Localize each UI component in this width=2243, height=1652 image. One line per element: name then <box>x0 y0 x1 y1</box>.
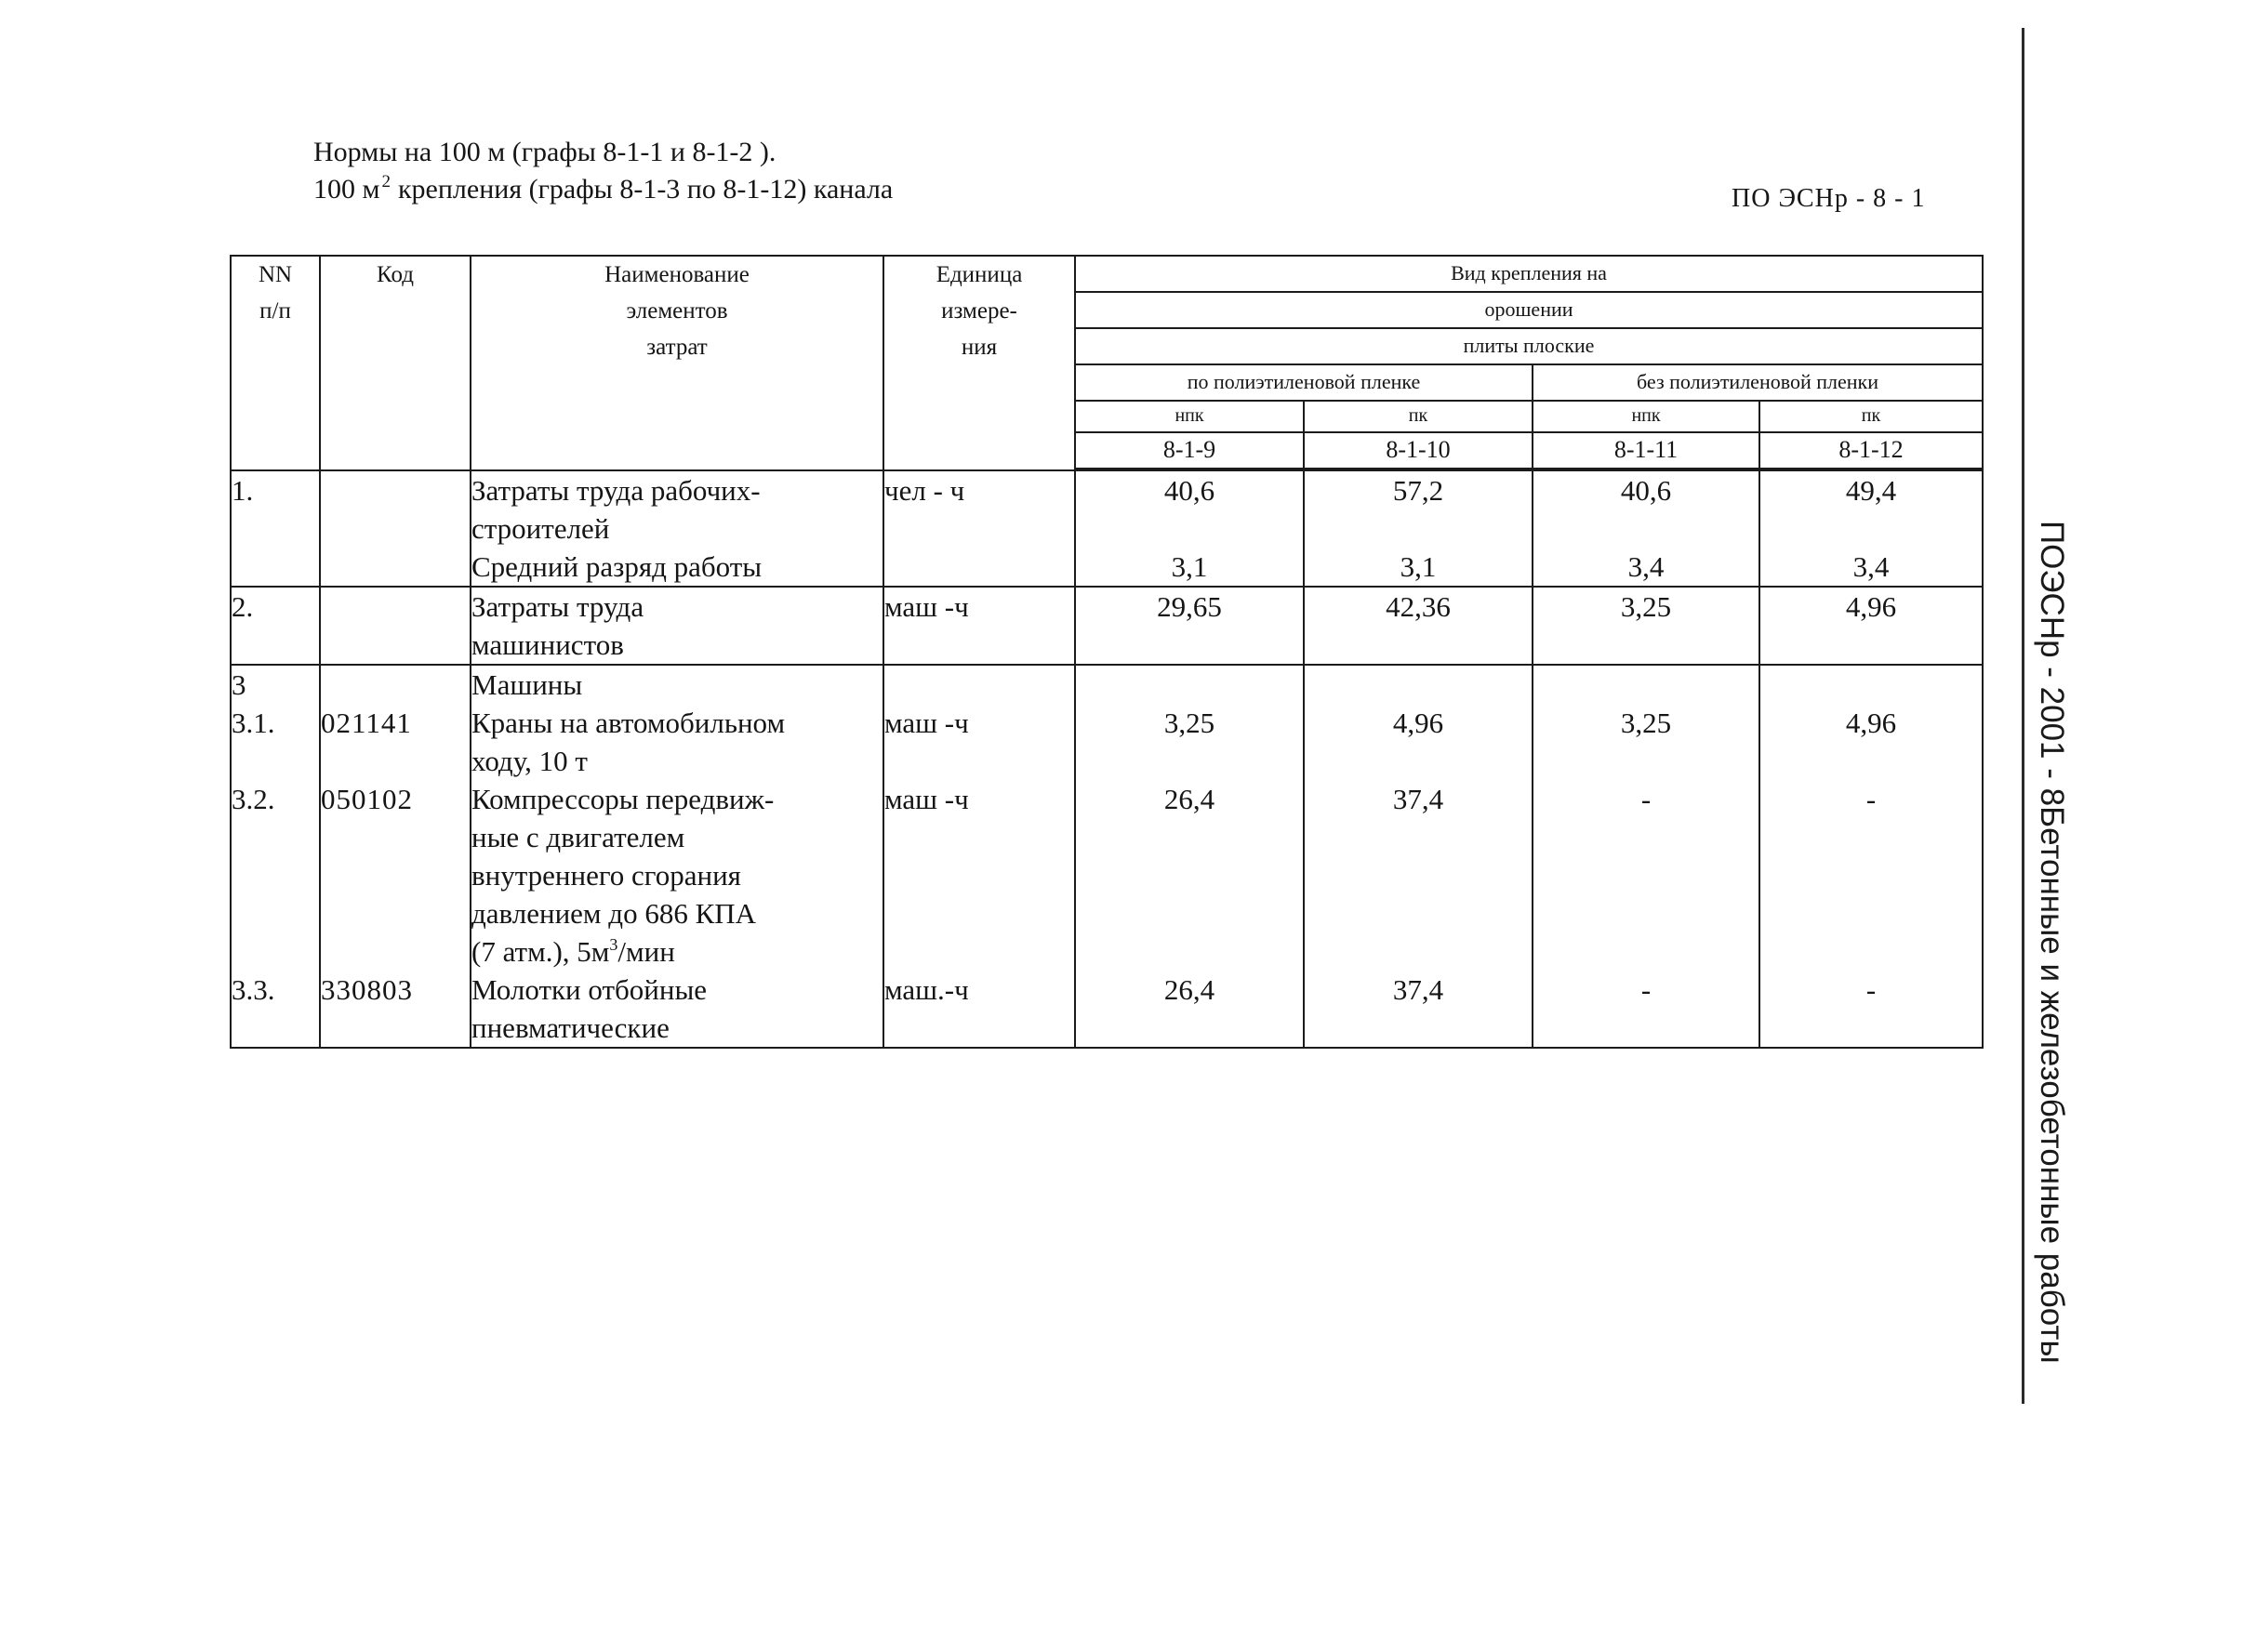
row-value: 40,6 3,4 <box>1533 470 1759 587</box>
header-column-code: 8-1-11 <box>1533 432 1759 469</box>
table-row <box>231 470 1983 587</box>
row-unit: маш -ч маш -ч маш.-ч <box>883 665 1075 1048</box>
side-doc-code: ПОЭСНр - 2001 - 8 <box>2034 521 2070 807</box>
header-column-code: 8-1-10 <box>1304 432 1533 469</box>
row-value: 3,25 - - <box>1533 665 1759 1048</box>
header-group-2: орошении <box>1075 292 1983 328</box>
row-unit: чел - ч <box>883 470 1075 587</box>
header-column-code: 8-1-9 <box>1075 432 1304 469</box>
header-column-code: 8-1-12 <box>1759 432 1983 469</box>
row-code <box>320 587 471 665</box>
header-name: Наименование элементов затрат <box>471 256 883 470</box>
row-value: 57,2 3,1 <box>1304 470 1533 587</box>
row-unit: маш -ч <box>883 587 1075 665</box>
line2-prefix: 100 м <box>313 174 380 205</box>
row-number: 3 3.1. 3.2. 3.3. <box>231 665 320 1048</box>
header-nn: NN п/п <box>231 256 320 470</box>
side-rule <box>2022 28 2024 1404</box>
header-row-1 <box>231 256 1983 292</box>
table-code: ПО ЭСНр - 8 - 1 <box>1732 184 1926 213</box>
row-value: 42,36 <box>1304 587 1533 665</box>
row-value: 3,25 26,4 26,4 <box>1075 665 1304 1048</box>
table-row <box>231 587 1983 665</box>
header-sub-a: по полиэтиленовой пленке <box>1075 364 1533 401</box>
row-value: 4,96 37,4 37,4 <box>1304 665 1533 1048</box>
header-type: пк <box>1759 401 1983 432</box>
row-value: 40,6 3,1 <box>1075 470 1304 587</box>
line2-suffix: крепления (графы 8-1-3 по 8-1-12) канала <box>397 174 894 205</box>
table-row <box>231 665 1983 1048</box>
row-number: 1. <box>231 470 320 587</box>
header-code: Код <box>320 256 471 470</box>
header-type: нпк <box>1533 401 1759 432</box>
row-name: Машины Краны на автомобильном ходу, 10 т Компрессоры передвиж- ные с двигателем внутреннего сгорания давлением до 686 КПА (7 атм.), $5м^3$/мин Молотки отбойные пневматические <box>471 665 883 1048</box>
side-title: Бетонные и железобетонные работы <box>2034 806 2070 1364</box>
row-code <box>320 470 471 587</box>
row-name: Затраты труда рабочих- строителей Средний разряд работы <box>471 470 883 587</box>
row-value: 4,96 <box>1759 587 1983 665</box>
norms-table <box>230 255 1984 1049</box>
header-group-3: плиты плоские <box>1075 328 1983 364</box>
header-type: пк <box>1304 401 1533 432</box>
line2-superscript: 2 <box>381 172 391 192</box>
header-unit: Единица измере- ния <box>883 256 1075 470</box>
header-type: нпк <box>1075 401 1304 432</box>
row-value: 4,96 - - <box>1759 665 1983 1048</box>
row-value: 49,4 3,4 <box>1759 470 1983 587</box>
row-value: 3,25 <box>1533 587 1759 665</box>
side-caption <box>2034 521 2070 1413</box>
row-code: 021141 050102 330803 <box>320 665 471 1048</box>
header-sub-b: без полиэтиленовой пленки <box>1533 364 1983 401</box>
row-number: 2. <box>231 587 320 665</box>
row-name: Затраты труда машинистов <box>471 587 883 665</box>
norms-header-line-2 <box>313 173 893 206</box>
header-group-1: Вид крепления на <box>1075 256 1983 292</box>
norms-header-line-1: Нормы на 100 м (графы 8-1-1 и 8-1-2 ). <box>313 137 776 167</box>
row-value: 29,65 <box>1075 587 1304 665</box>
